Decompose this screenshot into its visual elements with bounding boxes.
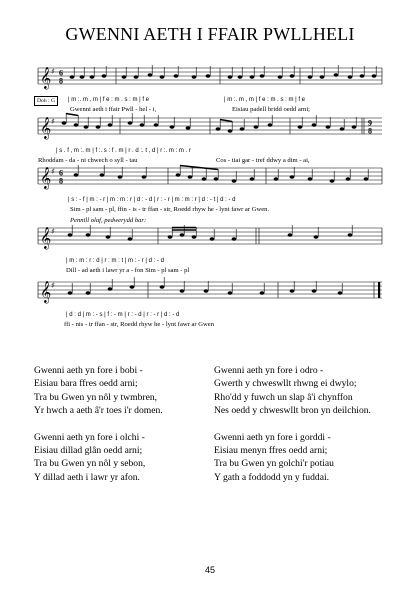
key-signature-sharp-icon: ♯	[51, 281, 55, 290]
music-system-3	[0, 162, 420, 224]
svg-text:8: 8	[59, 176, 63, 186]
verse-line: Gwenni aeth yn fore i odro -	[214, 365, 324, 376]
verse-line: Tra bu Gwen yn nôl y sebon,	[34, 458, 146, 470]
treble-clef-icon: 𝄞	[40, 227, 52, 249]
music-system-4	[0, 222, 420, 274]
verse-line: Tra bu Gwen yn nôl y twmbren,	[34, 391, 158, 403]
key-signature-sharp-icon: ♯	[51, 227, 55, 236]
verse-line: Nes oedd y chweswllt bron yn deilchion.	[214, 405, 371, 417]
verse-line: Eisiau bara ffres oedd arni;	[34, 378, 138, 390]
key-signature-sharp-icon: ♯	[51, 67, 55, 76]
lyrics-line-1a: Gwenni aeth i ffair Pwll - hel - i,	[70, 106, 157, 113]
page-number: 45	[204, 565, 215, 575]
verses-column-right	[214, 364, 389, 497]
stanza	[214, 431, 389, 485]
lyrics-line-1b: Eisiau padell bridd oedd arni;	[232, 106, 311, 113]
stanza	[214, 364, 389, 418]
verse-line: Gwenni aeth yn fore i bobi -	[34, 365, 143, 376]
svg-text:6: 6	[59, 68, 63, 78]
verse-line: Y dillad aeth i lawr yr afon.	[34, 471, 140, 483]
stanza	[34, 431, 209, 485]
verse-line: Eisiau dillad glân oedd arni;	[34, 445, 143, 457]
verse-line: Eisiau menyn ffres oedd arni;	[214, 445, 328, 457]
solfa-line-5: | d : d | m : - s | f : - m | r : - d | r : - r | d : - d	[66, 312, 180, 318]
verses-column-left	[34, 364, 209, 497]
verse-line: Rho'dd y fuwch un slap â'i chynffon	[214, 391, 353, 403]
stanza	[34, 364, 209, 418]
svg-text:6: 6	[59, 168, 63, 178]
solfa-line-2: | s . f , m :. m | f :. s : f . m | r . d :. t , d | r :. m : m . r	[56, 148, 191, 154]
staff-5	[0, 276, 420, 306]
key-signature-sharp-icon: ♯	[51, 167, 55, 176]
treble-clef-icon: 𝄞	[40, 167, 52, 189]
lyrics-line-2b: Cos - tiai gar - tref ddwy a dim - ai,	[216, 157, 310, 164]
verse-line: Gwenni aeth yn fore i olchi -	[34, 431, 145, 443]
verse-line: Y gath a foddodd yn y fuddai.	[214, 471, 330, 483]
key-signature-sharp-icon: ♯	[51, 117, 55, 126]
verse-line: Yr hwch a aeth â'r toes i'r domen.	[34, 405, 163, 417]
solfa-line-3: | s : - f | m : - r | m : m : r | d : - d | r : - r | m : m : r | d : - t | d : - d	[68, 197, 236, 203]
treble-clef-icon: 𝄞	[40, 281, 52, 303]
svg-text:8: 8	[368, 126, 372, 136]
svg-text:9: 9	[368, 118, 372, 128]
staff-1	[0, 62, 420, 92]
music-system-5	[0, 276, 420, 330]
key-box: Doh : G	[34, 96, 58, 106]
treble-clef-icon: 𝄞	[40, 67, 52, 89]
lyrics-line-2a: Rhoddam - da - ni chwech o syll - tau	[38, 157, 138, 164]
solfa-line-4: | m : m : r : d | r : m : t | m : - r | d : - d	[66, 258, 164, 264]
lyrics-line-3: Sim - pl sam - pl, ffin - is - tr ffan - str, Roedd rhyw he - lynt fawr ar Gwen.	[70, 206, 270, 213]
solfa-line-1b: | m :. m , m | f e : m . s : m | f e	[224, 97, 306, 103]
staff-2	[0, 112, 420, 142]
verse-line: Tra bu Gwen yn golchi'r potiau	[214, 458, 334, 470]
music-system-1	[0, 62, 420, 114]
staff-4	[0, 222, 420, 252]
music-system-2	[0, 112, 420, 164]
lyrics-line-4: Dill - ad aeth i lawr yr a - fon Sim - pl sam - pl	[66, 267, 190, 274]
svg-text:8: 8	[59, 76, 63, 86]
lyrics-line-5: ffi - nis - tr ffan - str, Roedd rhyw he - lynt fawr ar Gwen	[64, 321, 215, 328]
staff-3	[0, 162, 420, 192]
instruction-text: Pennill olaf, pedwerydd bar:	[70, 217, 147, 224]
verse-line: Gwenni aeth yn fore i gorddi -	[214, 431, 331, 443]
treble-clef-icon: 𝄞	[40, 117, 52, 139]
solfa-line-1a: | m :. m , m | f e : m . s : m | f e	[68, 97, 150, 103]
song-title: GWENNI AETH I FFAIR PWLLHELI	[65, 24, 355, 44]
verse-line: Gwerth y chweswllt rhwng ei dwylo;	[214, 378, 357, 390]
